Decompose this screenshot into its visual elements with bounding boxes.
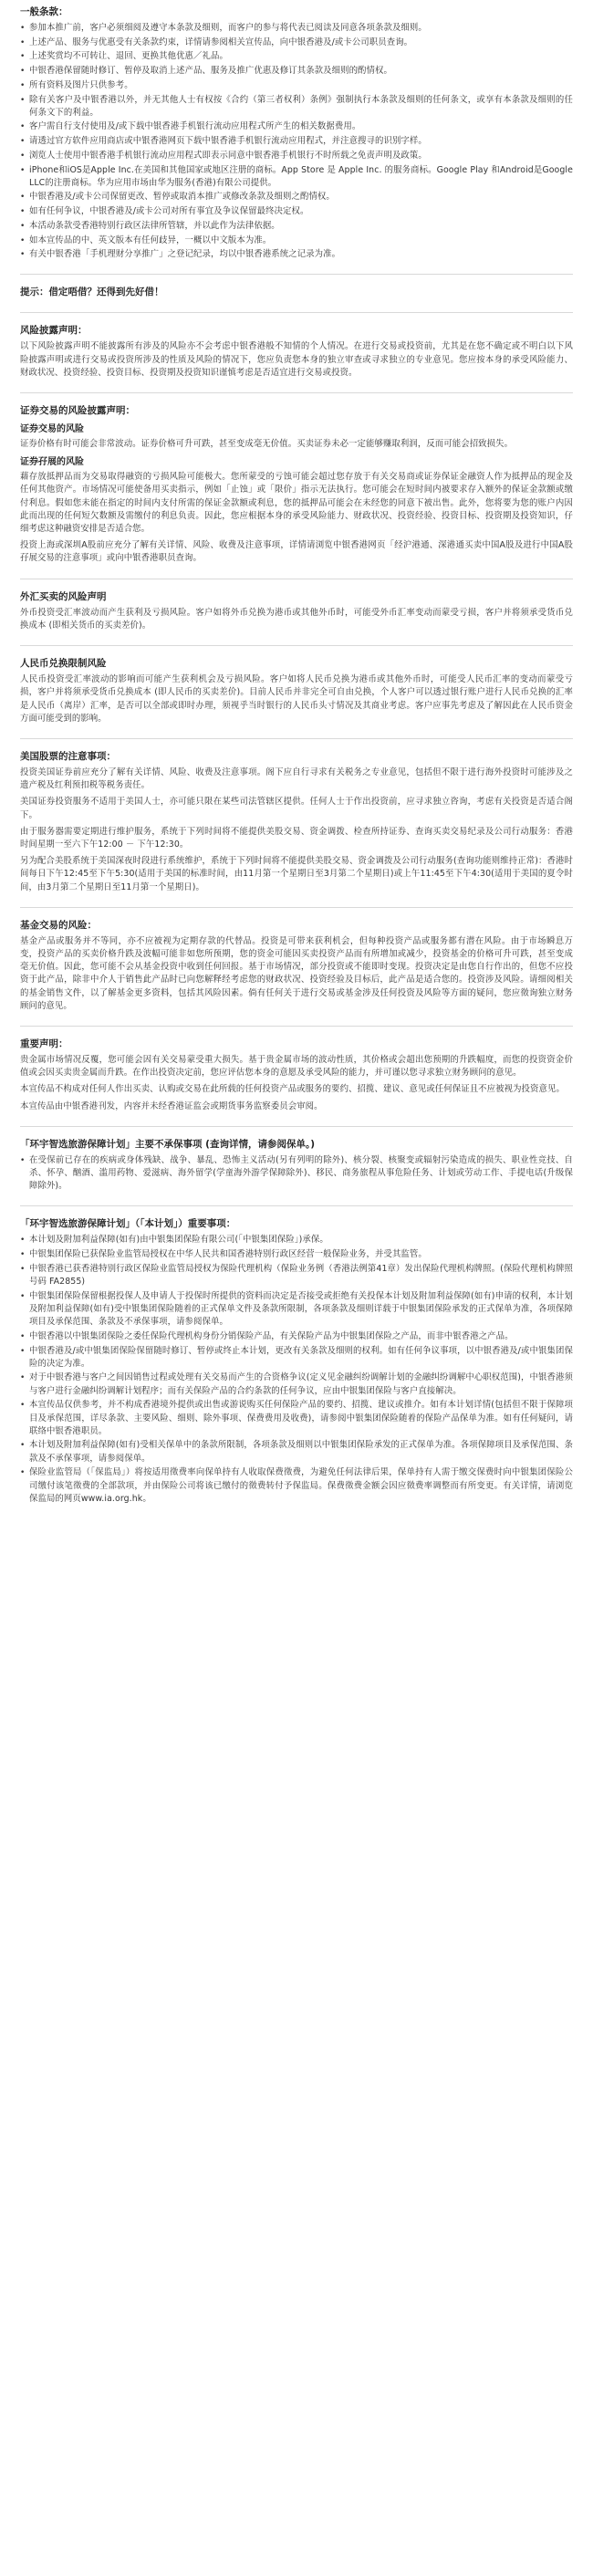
general-terms-list (20, 22, 573, 261)
list-item: • 请透过官方软件应用商店或中银香港网页下载中银香港手机银行流动应用程式，并注意搜寻的识别字样。 (20, 135, 573, 148)
divider (20, 312, 573, 313)
list-item: • 中银香港已获香港特别行政区保险业监管局授权为保险代理机构（保险业务例（香港法例第41章）发出保险代理机构牌照。(保险代理机构牌照号码 FA2855) (20, 1263, 573, 1288)
list-item: • 中银香港及/或卡公司保留更改、暂停或取消本推广或修改条款及细则之酌情权。 (20, 191, 573, 203)
list-item: • 如有任何争议，中银香港及/或卡公司对所有事宜及争议保留最终决定权。 (20, 205, 573, 218)
travel-notes-section (20, 1217, 573, 1506)
list-item: • 客户需自行支付使用及/或下载中银香港手机银行流动应用程式所产生的相关数据费用。 (20, 120, 573, 133)
list-item: • 对于中银香港与客户之间因销售过程或处理有关交易而产生的合资格争议(定义见金融纠纷调解计划的金融纠纷调解中心职权范围)，中银香港须与客户进行金融纠纷调解计划程序；而有关保险产品的合约条款的任何争议，应由中银集团保险与客户直接解决。 (20, 1371, 573, 1397)
securities-margin-text: 藉存放抵押品而为交易取得融资的亏损风险可能极大。您所蒙受的亏蚀可能会超过您存放于有关交易商或证券保证金融资人作为抵押品的现金及任何其他资产。市场情况可能使备用买卖指示，例如「止蚀」或「限价」指示无法执行。您可能会在短时间内被要求存入额外的保证金款额或缴付利息。假如您未能在指定的时间内支付所需的保证金款额或利息，您的抵押品可能会在未经您的同意下被出售。此外，您将要为您的账户内因此而出现的任何短欠数额及需缴付的利息负责。因此，您应根据本身的承受风险能力、财政状况、投资经验、投资目标、投资期及投资知识，仔细考虑这种融资安排是否适合您。 (20, 472, 573, 535)
us-stocks-title: 美国股票的注意事项： (20, 750, 116, 762)
us-stocks-section (20, 750, 573, 894)
funds-risk-section (20, 919, 573, 1013)
rmb-risk-title: 人民币兑换限制风险 (20, 658, 107, 670)
list-item: • 保险业监管局（「保监局」）将按适用徵费率向保单持有人收取保费徵费，为避免任何法律后果，保单持有人需于缴交保费时向中银集团保险公司缴付该笔徵费的全部款项，并由保险公司将该已缴付的徵费转付予保监局。保费徵费金额会因应徵费率调整而有所变更。有关详情，请浏览保监局的网页www.ia.org.hk。 (20, 1466, 573, 1506)
list-item: • 有关中银香港「手机理财分享推广」之登记纪录，均以中银香港系统之记录为准。 (20, 248, 573, 261)
rmb-risk-text: 人民币投资受汇率波动的影响而可能产生获利机会及亏损风险。客户如将人民币兑换为港币或其他外币时，可能受人民币汇率的变动而蒙受亏损，客户并将须承受货币兑换成本 (即人民币的买卖差价)。目前人民币并非完全可自由兑换，个人客户可以透过银行账户进行人民币兑换的汇率是人民币（离岸）汇率，是否可以全部或即时办理，须视乎当时银行的人民币头寸情况及其商业考虑。客户应事先考虑及了解因此在人民币资金方面可能受到的影响。 (20, 674, 573, 724)
risk-disclosure-text: 以下风险披露声明不能披露所有涉及的风险亦不会考虑中银香港般不知情的个人情况。在进行交易或投资前，尤其是在您不确定或不明白以下风险披露声明或进行交易或投资所涉及的性质及风险的情况下，您应负责您本身的独立审查或寻求独立的专业意见。您应按本身的承受风险能力、财政状况、投资经验、投资目标、投资期及投资知识谨慎考虑是否适宜进行交易或投资。 (20, 341, 573, 378)
list-item: • 上述产品、服务与优惠受有关条款约束，详情请参阅相关宣传品，向中银香港及/或卡公司职员查询。 (20, 37, 573, 49)
us-stocks-text: 美国证券投资服务不适用于美国人士，亦可能只限在某些司法管辖区提供。任何人士于作出投资前，应寻求独立咨询，考虑有关投资是否适合阁下。 (20, 797, 573, 820)
risk-disclosure-title: 风险披露声明： (20, 325, 88, 337)
list-item: • 本活动条款受香港特别行政区法律所管辖，并以此作为法律依据。 (20, 220, 573, 233)
travel-notes-title: 「环宇智选旅游保障计划」（「本计划」）重要事项： (20, 1218, 236, 1230)
risk-disclosure-section (20, 324, 573, 380)
divider (20, 1205, 573, 1206)
divider (20, 738, 573, 739)
divider (20, 392, 573, 393)
list-item: • 本计划及附加利益保障(如有)受相关保单中的条款所限制，各项条款及细则以中银集团保险承发的正式保单为准。各项保障项目及承保范围、条款及不承保事项，请参阅保单。 (20, 1439, 573, 1465)
list-item: • 浏览人士使用中银香港手机银行流动应用程式即表示同意中银香港手机银行不时所载之免责声明及政策。 (20, 150, 573, 162)
list-item: • 中银香港以中银集团保险之委任保险代理机构身份分销保险产品，有关保险产品为中银集团保险之产品，而非中银香港之产品。 (20, 1330, 573, 1343)
list-item: • 中银香港及/或中银集团保险保留随时修订、暂停或终止本计划，更改有关条款及细则的权利。如有任何争议事项，以中银香港及/或中银集团保险的决定为准。 (20, 1345, 573, 1371)
travel-exclusions-section (20, 1138, 573, 1194)
securities-risk-section (20, 404, 573, 566)
important-notice-text: 贵金属市场情况反覆，您可能会因有关交易蒙受重大损失。基于贵金属市场的波动性质，其价格或会超出您预期的升跌幅度，而您的投资资金价值或会因买卖贵金属而升跌。在作出投资决定前，您应评估您本身的意愿及承受风险的能力，并可谨以您寻求独立财务顾问的意见。 (20, 1054, 573, 1079)
funds-risk-title: 基金交易的风险： (20, 919, 97, 931)
list-item: • iPhone和iOS是Apple Inc.在美国和其他国家或地区注册的商标。App Store 是 Apple Inc. 的服务商标。Google Play 和Android是Google LLC的注册商标。华为应用市场由华为服务(香港)有限公司提供。 (20, 164, 573, 190)
rmb-risk-section (20, 657, 573, 725)
borrowing-tip: 提示：借定唔借？还得到先好借！ (20, 287, 164, 298)
securities-margin-heading: 证券孖展的风险 (20, 457, 84, 468)
list-item: • 中银集团保险保留根据投保人及申请人于投保时所提供的资料而决定是否接受或拒绝有关投保本计划及附加利益保障(如有)申请的权利，本计划及附加利益保障(如有)受中银集团保险随着的正式保单文件及条款所限制，各项条款及细则详载于中银集团保险承发的正式保单为准，各项保障项目及承保范围、条款及不承保事项，请参阅保单。 (20, 1290, 573, 1330)
travel-notes-list (20, 1234, 573, 1506)
us-stocks-text: 投资美国证券前应充分了解有关详情、风险、收费及注意事项。阁下应自行寻求有关税务之专业意见，包括但不限于进行海外投资时可能涉及之遗产税及红利预扣税等税务责任。 (20, 767, 573, 791)
general-terms-section (20, 5, 573, 261)
list-item: • 本计划及附加利益保障(如有)由中银集团保险有限公司(「中银集团保险」)承保。 (20, 1234, 573, 1246)
list-item: • 本宣传品仅供参考，并不构成香港境外提供或出售或游说购买任何保险产品的要约、招揽、建议或推介。如有本计划详情(包括但不限于保障项目及承保范围，详尽条款、主要风险、细则、除外事项、保费费用及收费)，请参阅中银集团保险随着的保险产品保单为准。如有任何疑问，请联络中银香港职员。 (20, 1399, 573, 1438)
list-item: • 上述奖赏均不可转让、退回、更换其他优惠／礼品。 (20, 50, 573, 63)
securities-risk-title: 证券交易的风险披露声明： (20, 405, 135, 417)
important-notice-text: 本宣传品不构成对任何人作出买卖、认购或交易在此所载的任何投资产品或服务的要约、招揽、建议、意见或任何保证且不应被视为投资意见。 (20, 1084, 565, 1095)
list-item: • 在受保前已存在的疾病或身体残缺、战争、暴乱、恐怖主义活动(另有列明的除外)、核分裂、核聚变或辐射污染造成的损失、职业性竞技、自杀、怀孕、酗酒、滥用药物、爱滋病、海外留学(学童海外游学保障除外)、移民、商务旅程从事危险任务、计划或劳动工作、手提电话(升级保障除外)。 (20, 1154, 573, 1194)
divider (20, 907, 573, 908)
important-notice-section (20, 1038, 573, 1113)
list-item: • 所有资料及图片只供参考。 (20, 79, 573, 92)
list-item: • 中银集团保险已获保险业监管局授权在中华人民共和国香港特别行政区经营一般保险业务，并受其监管。 (20, 1248, 573, 1261)
important-notice-title: 重要声明： (20, 1038, 68, 1049)
funds-risk-text: 基金产品或服务并不等同，亦不应被视为定期存款的代替品。投资是可带来获利机会，但每种投资产品或服务都有潜在风险。由于市场瞬息万变，投资产品的买卖价格升跌及波幅可能非如您所预期，您的资金可能因买卖投资产品而有所增加或减少，投资基金的价格可升可跌，甚至变成毫无价值。因此，您可能不会从基金投资中收到任何回报。基于市场情况，部分投资或不能即时变现。投资决定是由您自行作出的，但您不应投资于此产品，除非中介人于销售此产品时已向您解释经考虑您的财政状况、投资经验及目标后，此产品是适合您的。投资涉及风险。请细阅相关的基金销售文件，以了解基金更多资料，包括其风险因素。倘有任何关于进行交易或基金涉及任何投资及风险等方面的疑问，您应徵询独立财务顾问的意见。 (20, 935, 573, 1011)
important-notice-text: 本宣传品由中银香港刊发，内容并未经香港证监会或期货事务监察委员会审阅。 (20, 1100, 323, 1111)
securities-trading-text: 证券价格有时可能会非常波动。证券价格可升可跌，甚至变成毫无价值。买卖证券未必一定能够赚取利润，反而可能会招致损失。 (20, 439, 514, 450)
fx-risk-title: 外汇买卖的风险声明 (20, 590, 107, 602)
divider (20, 645, 573, 646)
list-item: • 参加本推广前，客户必须细阅及遵守本条款及细则，而客户的参与将代表已阅读及同意各项条款及细则。 (20, 22, 573, 35)
divider (20, 274, 573, 275)
general-terms-title: 一般条款： (20, 6, 68, 17)
fx-risk-text: 外币投资受汇率波动而产生获利及亏损风险。客户如将外币兑换为港币或其他外币时，可能受外币汇率变动而蒙受亏损，客户并将须承受货币兑换成本 (即相关货币的买卖差价)。 (20, 607, 573, 631)
list-item: • 如本宣传品的中、英文版本有任何歧异，一概以中文版本为准。 (20, 235, 573, 247)
travel-exclusions-title: 「环宇智选旅游保障计划」主要不承保事项 (查询详情，请参阅保单。) (20, 1138, 316, 1150)
fx-risk-section (20, 590, 573, 632)
divider (20, 1026, 573, 1027)
a-share-notice-text: 投资上海或深圳A股前应充分了解有关详情、风险、收费及注意事项，详情请浏览中银香港网页「经沪港通、深港通买卖中国A股及进行中国A股孖展交易的注意事项」或向中银香港职员查询。 (20, 540, 573, 564)
list-item: • 除有关客户及中银香港以外，并无其他人士有权按《合约（第三者权利）条例》强制执行本条款及细则的任何条文，或享有本条款及细则的任何条文下的利益。 (20, 94, 573, 120)
list-item: • 中银香港保留随时修订、暂停及取消上述产品、服务及推广优惠及修订其条款及细则的酌情权。 (20, 65, 573, 78)
travel-exclusions-list (20, 1154, 573, 1194)
us-stocks-text: 由于服务器需要定期进行维护服务，系统于下列时间将不能提供美股交易、资金调拨、检查所持证券、查询买卖交易纪录及公司行动服务：香港时间星期一至六下午12:00 － 下午12:30。 (20, 826, 573, 850)
us-stocks-text: 另为配合美股系统于美国深夜时段进行系统维护，系统于下列时间将不能提供美股交易、资金调拨及公司行动服务(查询功能则维持正常)：香港时间每日下午12:45至下午5:30(适用于美国的标准时间，由11月第一个星期日至3月第二个星期日)或上午11:45至下午4:30(适用于美国的夏令时间，由3月第二个星期日至11月第一个星期日)。 (20, 856, 573, 892)
securities-trading-heading: 证券交易的风险 (20, 424, 84, 435)
divider (20, 1126, 573, 1127)
